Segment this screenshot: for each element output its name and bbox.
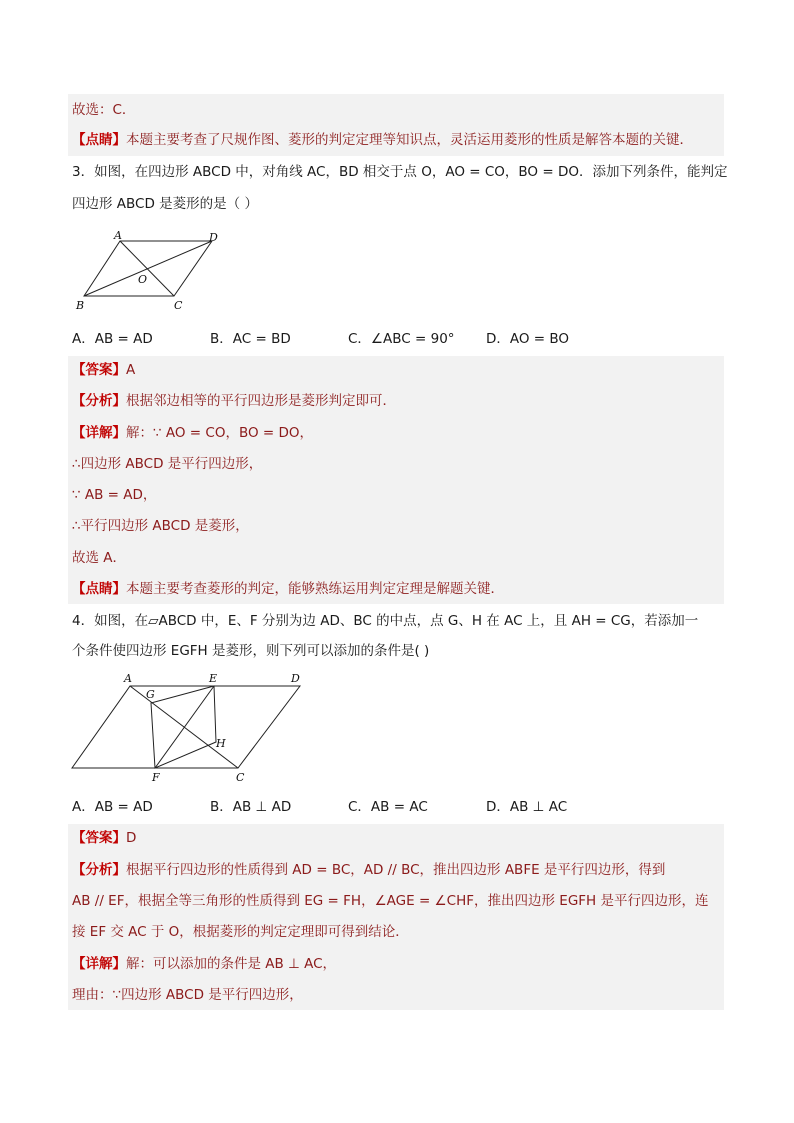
q4-label-a: A [124, 672, 132, 685]
q3-option-d: D．AO = BO [486, 331, 570, 347]
q4-stem-line1: 4．如图，在▱ABCD 中，E、F 分别为边 AD、BC 的中点，点 G、H 在 AC 上，且 AH = CG，若添加一 [72, 613, 699, 629]
q3-label-d: D [209, 231, 218, 244]
q3-option-b: B．AC = BD [210, 331, 291, 347]
q4-option-a: A．AB = AD [72, 799, 153, 815]
q3-analysis: 【分析】根据邻边相等的平行四边形是菱形判定即可． [72, 393, 396, 409]
q3-detail: 【详解】解：∵ AO = CO，BO = DO， [72, 425, 314, 441]
q3-option-c: C．∠ABC = 90° [348, 331, 455, 347]
q3-answer: 【答案】A [72, 362, 136, 378]
shade-q4-solution [68, 824, 724, 1010]
q3-stem-line2: 四边形 ABCD 是菱形的是（ ） [72, 196, 258, 212]
q3-stem-line1: 3．如图，在四边形 ABCD 中，对角线 AC，BD 相交于点 O，AO = CO，BO = DO．添加下列条件，能判定 [72, 164, 728, 180]
q4-option-b: B．AB ⊥ AD [210, 799, 292, 815]
q3-dianjing: 【点睛】本题主要考查菱形的判定，能够熟练运用判定定理是解题关键． [72, 581, 504, 597]
q4-label-c: C [236, 771, 245, 784]
q3-label-a: A [114, 229, 122, 242]
q3-detail-line1: ∴四边形 ABCD 是平行四边形， [72, 456, 263, 472]
q3-label-b: B [76, 299, 85, 312]
q4-analysis-line2: AB // EF，根据全等三角形的性质得到 EG = FH，∠AGE = ∠CHF，推出四边形 EGFH 是平行四边形，连 [72, 893, 709, 909]
q4-label-e: E [209, 672, 218, 685]
q4-label-h: H [216, 737, 226, 750]
q4-label-f: F [152, 771, 160, 784]
q4-analysis-line3: 接 EF 交 AC 于 O，根据菱形的判定定理即可得到结论． [72, 924, 409, 940]
top-choice: 故选：C． [72, 102, 136, 118]
q3-label-o: O [138, 273, 148, 286]
q4-stem-line2: 个条件使四边形 EGFH 是菱形，则下列可以添加的条件是( ) [72, 643, 430, 659]
q4-analysis-line1: 【分析】根据平行四边形的性质得到 AD = BC，AD // BC，推出四边形 ABFE 是平行四边形，得到 [72, 862, 666, 878]
q4-option-c: C．AB = AC [348, 799, 428, 815]
q4-label-d: D [291, 672, 300, 685]
q3-detail-line2: ∵ AB = AD， [72, 487, 157, 503]
q3-label-c: C [174, 299, 183, 312]
q3-detail-line3: ∴平行四边形 ABCD 是菱形， [72, 518, 249, 534]
q4-option-d: D．AB ⊥ AC [486, 799, 568, 815]
top-dianjing: 【点睛】本题主要考查了尺规作图、菱形的判定定理等知识点，灵活运用菱形的性质是解答本题的关键． [72, 132, 693, 148]
q4-label-g: G [146, 688, 155, 701]
q3-figure [70, 228, 230, 318]
q4-figure [66, 670, 306, 786]
q4-detail: 【详解】解：可以添加的条件是 AB ⊥ AC， [72, 956, 337, 972]
q3-detail-line4: 故选 A． [72, 550, 127, 566]
q4-answer: 【答案】D [72, 830, 137, 846]
q4-parallelogram [72, 686, 300, 768]
q3-option-a: A．AB = AD [72, 331, 153, 347]
q4-reason: 理由：∵四边形 ABCD 是平行四边形， [72, 987, 303, 1003]
